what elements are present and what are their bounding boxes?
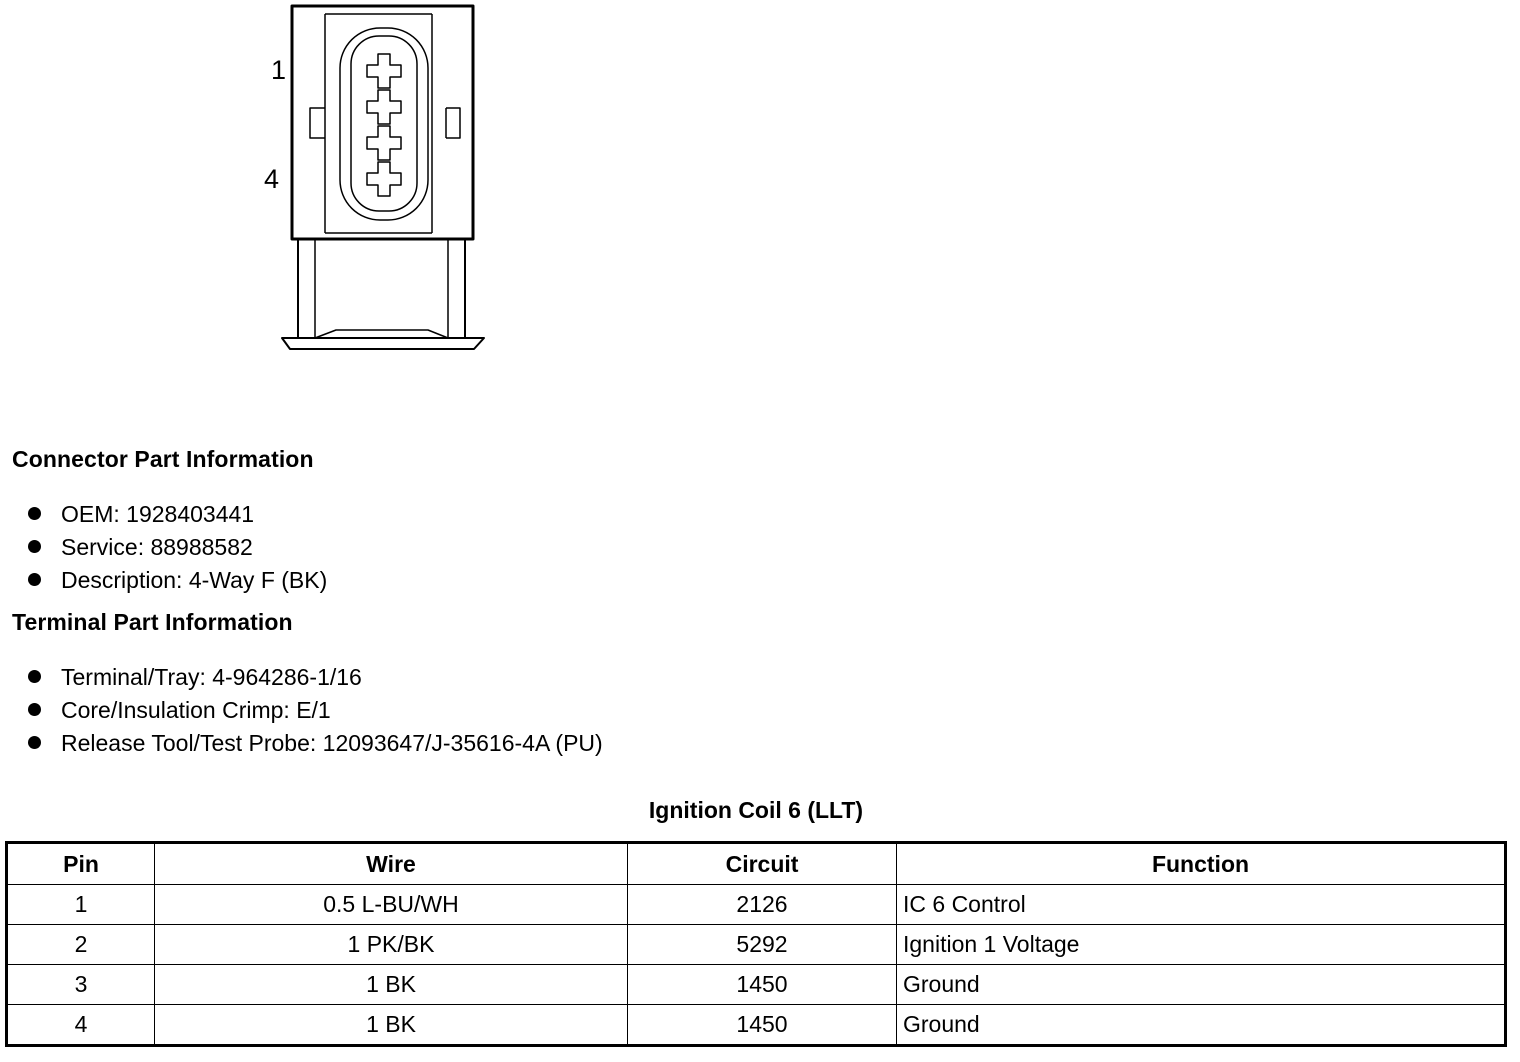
list-item: Core/Insulation Crimp: E/1 [28,694,603,727]
terminal-cavity-3 [367,126,401,160]
list-item: OEM: 1928403441 [28,498,327,531]
column-header-circuit: Circuit [628,843,897,885]
terminal-cavity-2 [367,90,401,124]
cell-function: Ignition 1 Voltage [897,925,1506,965]
cell-circuit: 1450 [628,965,897,1005]
cell-circuit: 5292 [628,925,897,965]
cell-wire: 1 PK/BK [155,925,628,965]
bullet-icon [28,736,41,749]
column-header-pin: Pin [7,843,155,885]
bullet-icon [28,573,41,586]
cell-function: Ground [897,1005,1506,1046]
terminal-part-heading: Terminal Part Information [12,609,293,635]
cell-pin: 3 [7,965,155,1005]
table-row [7,885,1506,925]
bullet-icon [28,507,41,520]
list-item: Terminal/Tray: 4-964286-1/16 [28,661,603,694]
connector-face-diagram [250,0,510,360]
table-title: Ignition Coil 6 (LLT) [648,797,864,823]
table-row [7,965,1506,1005]
cell-wire: 1 BK [155,1005,628,1046]
terminal-part-list [28,661,603,760]
cell-pin: 4 [7,1005,155,1046]
bullet-icon [28,540,41,553]
column-header-function: Function [897,843,1506,885]
column-header-wire: Wire [155,843,628,885]
table-header-row [7,843,1506,885]
list-item: Description: 4-Way F (BK) [28,564,327,597]
pin-label-1: 1 [271,55,287,85]
cell-pin: 1 [7,885,155,925]
cell-function: IC 6 Control [897,885,1506,925]
pin-label-4: 4 [264,164,280,194]
terminal-cavity-1 [367,54,401,88]
connector-part-heading: Connector Part Information [12,446,314,472]
bullet-icon [28,670,41,683]
cell-function: Ground [897,965,1506,1005]
connector-part-list [28,498,327,597]
cell-wire: 1 BK [155,965,628,1005]
cell-pin: 2 [7,925,155,965]
table-row [7,1005,1506,1046]
pinout-table [5,841,1507,1047]
cell-circuit: 1450 [628,1005,897,1046]
cell-circuit: 2126 [628,885,897,925]
table-row [7,925,1506,965]
list-item: Service: 88988582 [28,531,327,564]
bullet-icon [28,703,41,716]
cell-wire: 0.5 L-BU/WH [155,885,628,925]
list-item: Release Tool/Test Probe: 12093647/J-35616-4A (PU) [28,727,603,760]
terminal-cavity-4 [367,162,401,196]
